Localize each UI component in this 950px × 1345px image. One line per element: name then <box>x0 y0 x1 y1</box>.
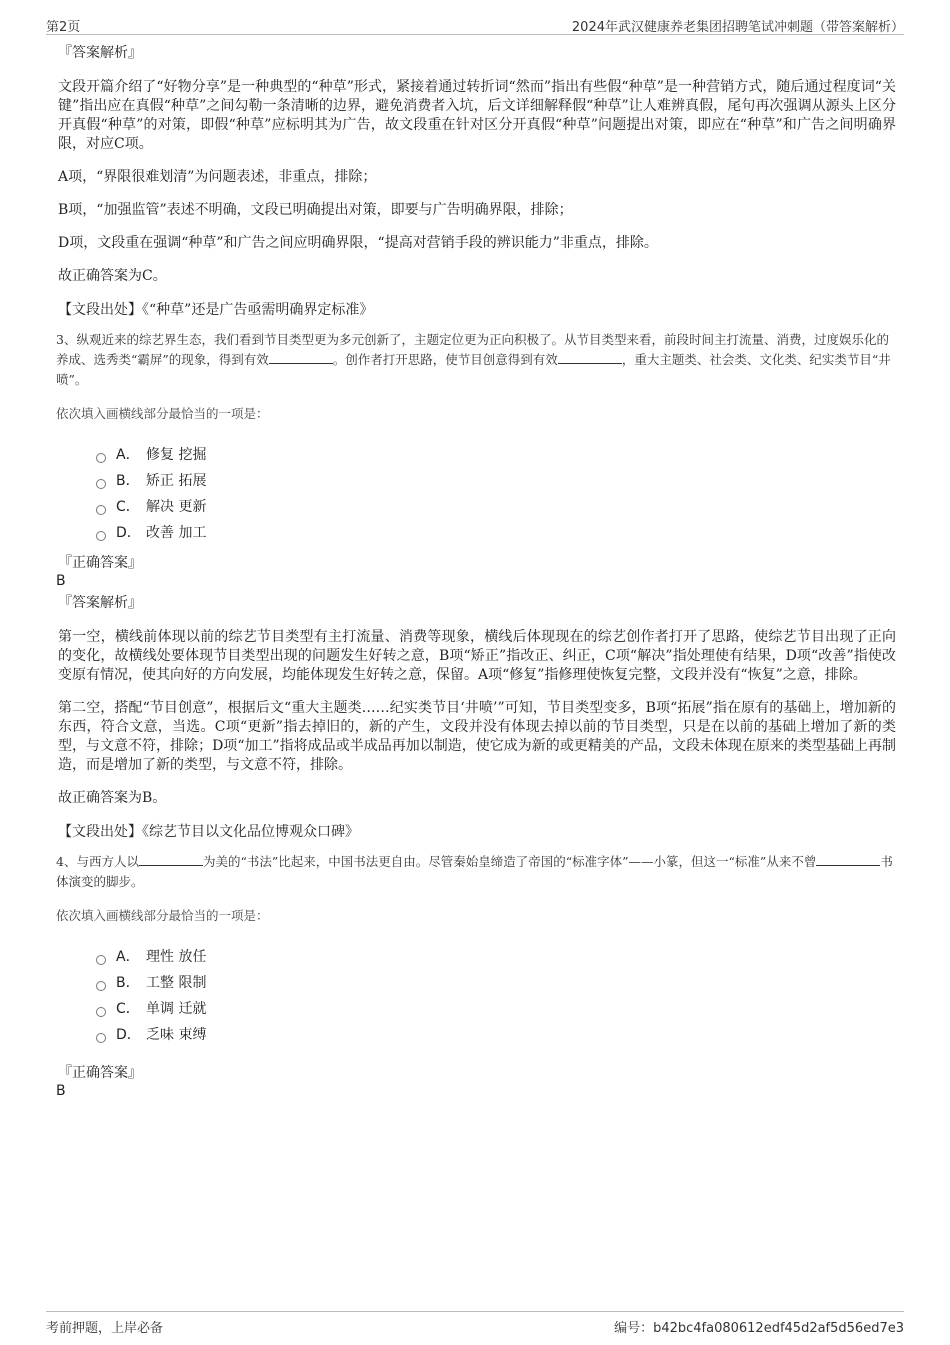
page-number: 第2页 <box>46 20 81 35</box>
option-a[interactable]: A． 修复 挖掘 <box>96 442 896 468</box>
question-text: 书体演变的脚步。 <box>56 854 893 889</box>
option-c[interactable]: C． 解决 更新 <box>96 494 896 520</box>
analysis-paragraph: 文段开篇介绍了“好物分享”是一种典型的“种草”形式，紧接着通过转折词“然而”指出有些假“种草”是一种营销方式，随后通过程度词“关键”指出应在真假“种草”之间勾勒一条清晰的边界，避免消费者入坑，后文详细解释假“种草”让人难辨真假，尾句再次强调从源头上区分开真假“种草”的对策，即假“种草”应标明其为广告，故文段重在针对区分开真假“种草”问题提出对策，即应在“种草”和广告之间明确界限，对应C项。 <box>58 79 896 152</box>
question-prompt: 依次填入画横线部分最恰当的一项是： <box>56 908 269 923</box>
option-list <box>96 442 896 546</box>
question-text: 3、纵观近来的综艺界生态，我们看到节目类型更为多元创新了，主题定位更为正向积极了。从节目类型来看，前段时间主打流量、消费，过度娱乐化的养成、选秀类“霸屏”的现象，得到有效 <box>56 332 889 367</box>
analysis-paragraph: 第二空，搭配“节目创意”，根据后文“重大主题类……纪实类节目‘井喷’”可知，节目类型变多，B项“拓展”指在原有的基础上，增加新的东西，符合文意，当选。C项“更新”指去掉旧的，新的产生，文段并没有体现去掉以前的节目类型，只是在以前的基础上增加了新的类型，与文意不符，排除；D项“加工”指将成品或半成品再加以制造，使它成为新的或更精美的产品，文段未体现在原来的类型基础上再制造，而是增加了新的类型，与文意不符，排除。 <box>58 700 896 773</box>
footer-slogan: 考前押题，上岸必备 <box>46 1321 164 1336</box>
radio-icon[interactable] <box>96 1033 106 1043</box>
radio-icon[interactable] <box>96 453 106 463</box>
radio-icon[interactable] <box>96 1007 106 1017</box>
analysis-paragraph: 第一空，横线前体现以前的综艺节目类型有主打流量、消费等现象，横线后体现现在的综艺创作者打开了思路，使综艺节目出现了正向的变化，故横线处要体现节目类型出现的问题发生好转之意，B项“矫正”指改正、纠正，C项“解决”指处理使有结果，D项“改善”指使改变原有情况，使其向好的方向发展，均能体现发生好转之意，保留。A项“修复”指修理使恢复完整，文段并没有“恢复”之意，排除。 <box>58 629 896 683</box>
analysis-paragraph: D项，文段重在强调“种草”和广告之间应明确界限，“提高对营销手段的辨识能力”非重点，排除。 <box>58 235 658 251</box>
option-a[interactable]: A． 理性 放任 <box>96 944 896 970</box>
passage-source: 【文段出处】《综艺节目以文化品位博观众口碑》 <box>58 824 359 840</box>
question-4 <box>56 852 896 892</box>
analysis-conclusion: 故正确答案为B。 <box>58 790 167 806</box>
radio-icon[interactable] <box>96 479 106 489</box>
correct-answer-label: 『正确答案』 <box>58 555 142 571</box>
page-footer <box>46 1311 904 1336</box>
correct-answer: B <box>56 573 66 589</box>
radio-icon[interactable] <box>96 531 106 541</box>
option-d[interactable]: D． 乏味 束缚 <box>96 1022 896 1048</box>
question-text: 4、与西方人以 <box>56 854 139 869</box>
option-b[interactable]: B． 矫正 拓展 <box>96 468 896 494</box>
fill-blank <box>558 351 622 364</box>
analysis-label: 『答案解析』 <box>58 45 142 61</box>
question-text: 为美的“书法”比起来，中国书法更自由。尽管秦始皇缔造了帝国的“标准字体”——小篆，但这一“标准”从来不曾 <box>202 854 817 869</box>
radio-icon[interactable] <box>96 505 106 515</box>
correct-answer-label: 『正确答案』 <box>58 1065 142 1081</box>
question-prompt: 依次填入画横线部分最恰当的一项是： <box>56 406 269 421</box>
question-text: 。创作者打开思路，使节目创意得到有效 <box>332 352 558 367</box>
option-d[interactable]: D． 改善 加工 <box>96 520 896 546</box>
radio-icon[interactable] <box>96 955 106 965</box>
option-b[interactable]: B． 工整 限制 <box>96 970 896 996</box>
document-body <box>56 44 896 1104</box>
fill-blank <box>816 853 880 866</box>
page-header <box>46 14 904 35</box>
correct-answer: B <box>56 1083 66 1099</box>
analysis-paragraph: A项，“界限很难划清”为问题表述，非重点，排除； <box>58 169 377 185</box>
analysis-label: 『答案解析』 <box>58 595 142 611</box>
radio-icon[interactable] <box>96 981 106 991</box>
fill-blank <box>269 351 333 364</box>
fill-blank <box>139 853 203 866</box>
question-text: ，重大主题类、社会类、文化类、纪实类节目“井喷”。 <box>56 352 891 387</box>
analysis-paragraph: B项，“加强监管”表述不明确，文段已明确提出对策，即要与广告明确界限，排除； <box>58 202 573 218</box>
document-id: 编号：b42bc4fa080612edf45d2af5d56ed7e3 <box>614 1321 904 1336</box>
analysis-conclusion: 故正确答案为C。 <box>58 268 167 284</box>
option-list <box>96 944 896 1048</box>
option-c[interactable]: C． 单调 迁就 <box>96 996 896 1022</box>
question-3 <box>56 330 896 390</box>
document-title: 2024年武汉健康养老集团招聘笔试冲刺题（带答案解析） <box>571 20 904 35</box>
passage-source: 【文段出处】《“种草”还是广告亟需明确界定标准》 <box>58 302 374 318</box>
